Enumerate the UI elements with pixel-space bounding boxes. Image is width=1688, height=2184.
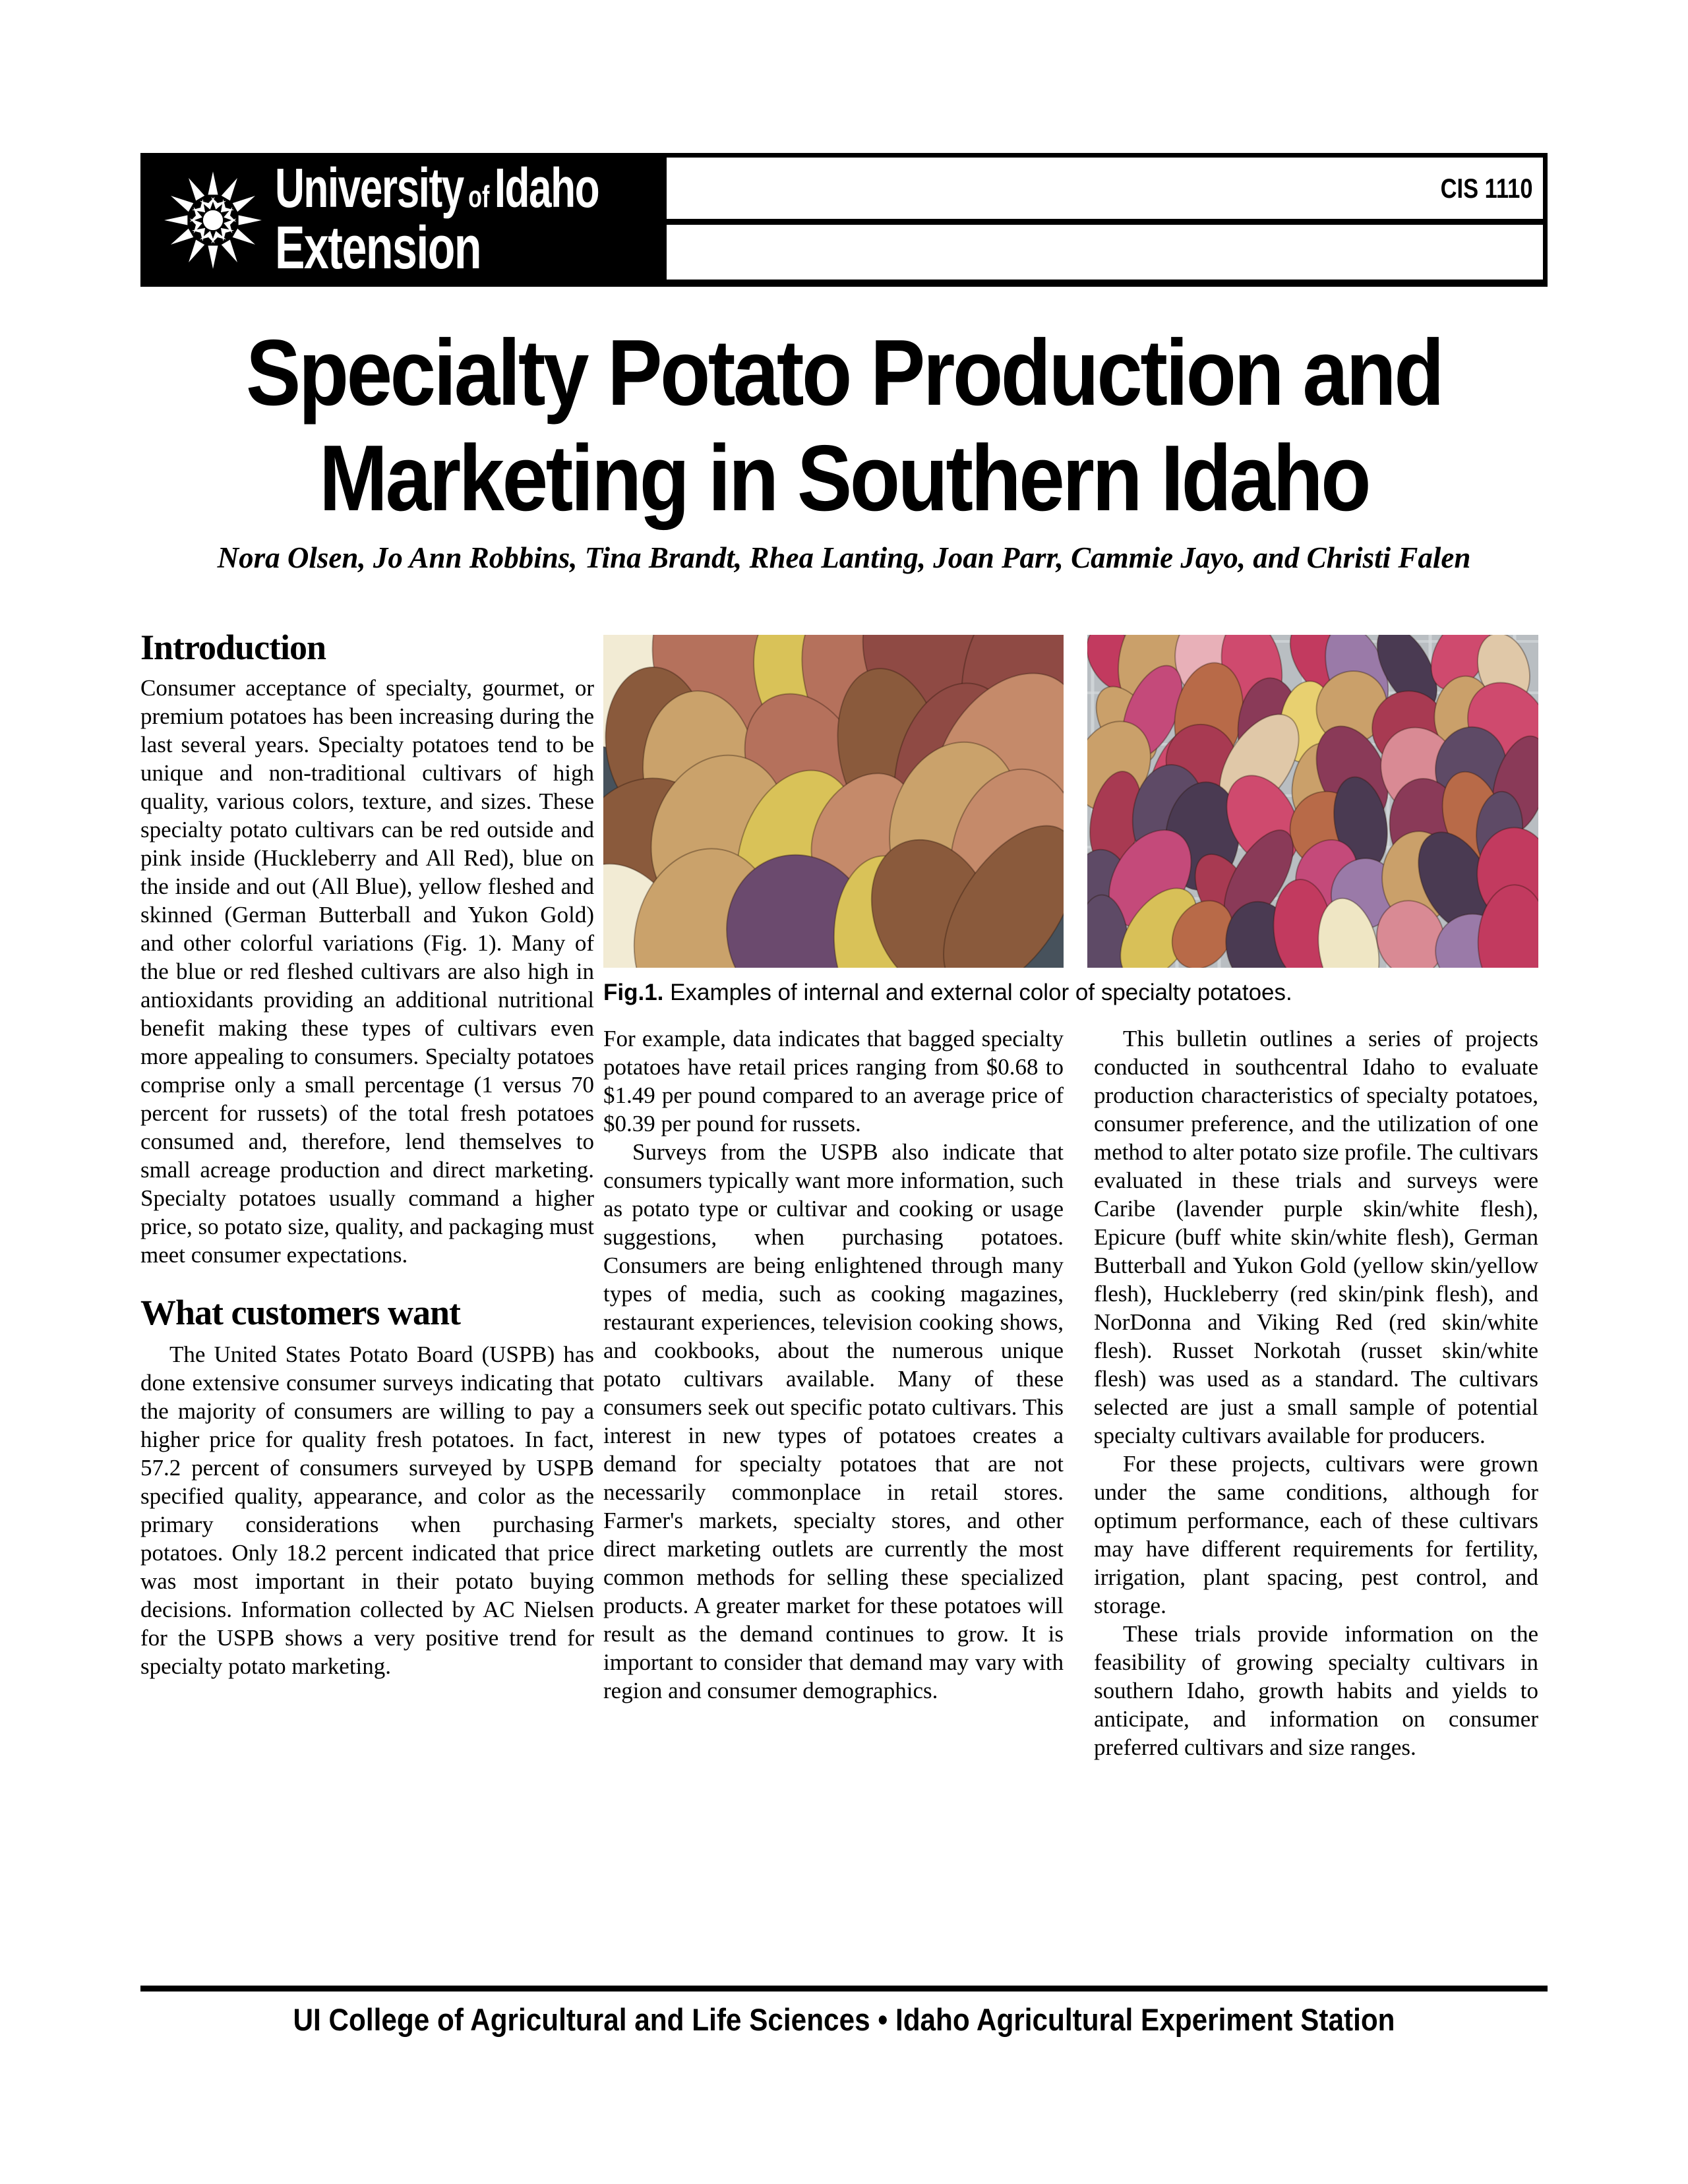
header-divider-rule [667, 219, 1543, 225]
footer-rule [140, 1986, 1548, 1992]
authors-byline: Nora Olsen, Jo Ann Robbins, Tina Brandt, Rhea Lanting, Joan Parr, Cammie Jayo, and Christi Falen [217, 541, 1471, 574]
title-line-1: Specialty Potato Production and [245, 320, 1443, 425]
figure1-photos [603, 635, 1538, 968]
what-customers-want-paragraph: The United States Potato Board (USPB) has done extensive consumer surveys indicating that the majority of consumers are willing to pay a higher price for quality fresh potatoes. In fact, 57.2 percent of consumers surveyed by USPB specified quality, appearance, and color as the primary considerations when purchasing potatoes. Only 18.2 percent indicated that price was most important in their potato buying decisions. Information collected by AC Nielsen for the USPB shows a very positive trend for specialty potato marketing. [140, 1342, 594, 1679]
document-number: CIS 1110 [1440, 172, 1532, 204]
body-columns [603, 1024, 1538, 1761]
right-column [1094, 1024, 1538, 1761]
figure1-photo-potato-pile [1087, 635, 1538, 968]
figure1-caption [603, 978, 1538, 1007]
footer-text: UI College of Agricultural and Life Sciences • Idaho Agricultural Experiment Station [293, 2002, 1395, 2037]
university-of-idaho-extension-logo [158, 157, 713, 281]
logo-word-university: University [275, 157, 464, 220]
logo-text [275, 157, 599, 281]
left-column [140, 628, 594, 1680]
header-banner [140, 153, 1548, 287]
right-paragraph-3: These trials provide information on the feasibility of growing specialty cultivars in southern Idaho, growth habits and yields to anticipate, and information on consumer preferred cultivars and size ranges. [1094, 1621, 1538, 1760]
introduction-paragraph: Consumer acceptance of specialty, gourmet, or premium potatoes has been increasing during the last several years. Specialty potatoes tend to be unique and non-traditional cultivars of high quality, various colors, texture, and sizes. These specialty potato cultivars can be red outside and pink inside (Huckleberry and All Red), blue on the inside and out (All Blue), yellow fleshed and skinned (German Butterball and Yukon Gold) and other colorful variations (Fig. 1). Many of the blue or red fleshed cultivars are also high in antioxidants providing an additional nutritional benefit making these types of cultivars even more appealing to consumers. Specialty potatoes comprise only a small percentage (1 versus 70 percent for russets) of the total fresh potatoes consumed and, therefore, lend themselves to small acreage production and direct marketing. Specialty potatoes usually command a higher price, so potato size, quality, and packaging must meet consumer expectations. [140, 675, 594, 1268]
figure-and-columns-area [603, 635, 1538, 1761]
header-panel-bottom-row [667, 225, 1543, 280]
logo-line1 [275, 157, 599, 220]
middle-paragraph-2: Surveys from the USPB also indicate that consumers typically want more information, such as potato type or cultivar and cooking or usage suggestions, when purchasing potatoes. Consumers are being enlightened through many types of media, such as cooking magazines, restaurant experiences, television cooking shows, and cookbooks, about the numerous unique potato cultivars available. Many of these consumers seek out specific potato cultivars. This interest in new types of potatoes creates a demand for specialty potatoes that are not necessarily commonplace in retail stores. Farmer's markets, specialty stores, and other direct marketing outlets are currently the most common methods for selling these specialized products. A greater market for these potatoes will result as the demand continues to grow. It is important to consider that demand may vary with region and consumer demographics. [603, 1139, 1064, 1703]
figure1-photo-cut-potatoes [603, 635, 1064, 968]
title-line-2: Marketing in Southern Idaho [318, 426, 1369, 531]
figure1-caption-text: Examples of internal and external color of specialty potatoes. [670, 980, 1292, 1005]
figure1-caption-label: Fig.1. [603, 980, 664, 1005]
middle-column [603, 1024, 1064, 1761]
right-paragraph-2: For these projects, cultivars were grown under the same conditions, although for optimum performance, each of these cultivars may have different requirements for fertility, irrigation, plant spacing, pest control, and storage. [1094, 1451, 1538, 1618]
right-paragraph-1: This bulletin outlines a series of projects conducted in southcentral Idaho to evaluate production characteristics of specialty potatoes, consumer preference, and the utilization of one method to alter potato size profile. The cultivars evaluated in these trials and surveys were Caribe (lavender purple skin/white flesh), Epicure (buff white skin/white flesh), German Butterball and Yukon Gold (yellow skin/yellow flesh), Huckleberry (red skin/pink flesh), and NorDonna and Viking Red (red skin/white flesh). Russet Norkotah (russet skin/white flesh) was used as a standard. The cultivars selected are just a small sample of potential specialty cultivars available for producers. [1094, 1026, 1538, 1448]
logo-word-idaho: Idaho [494, 157, 599, 220]
logo-word-extension: Extension [275, 214, 481, 281]
sunburst-logo-icon [158, 165, 268, 276]
logo-word-of: of [468, 179, 490, 214]
document-title [0, 320, 1688, 531]
introduction-heading: Introduction [140, 628, 326, 667]
what-customers-want-heading: What customers want [140, 1293, 460, 1332]
header-panel-top-row [667, 158, 1543, 219]
header-white-panel [667, 158, 1543, 280]
middle-paragraph-1: For example, data indicates that bagged specialty potatoes have retail prices ranging from $0.68 to $1.49 per pound compared to an average price of $0.39 per pound for russets. [603, 1026, 1064, 1136]
